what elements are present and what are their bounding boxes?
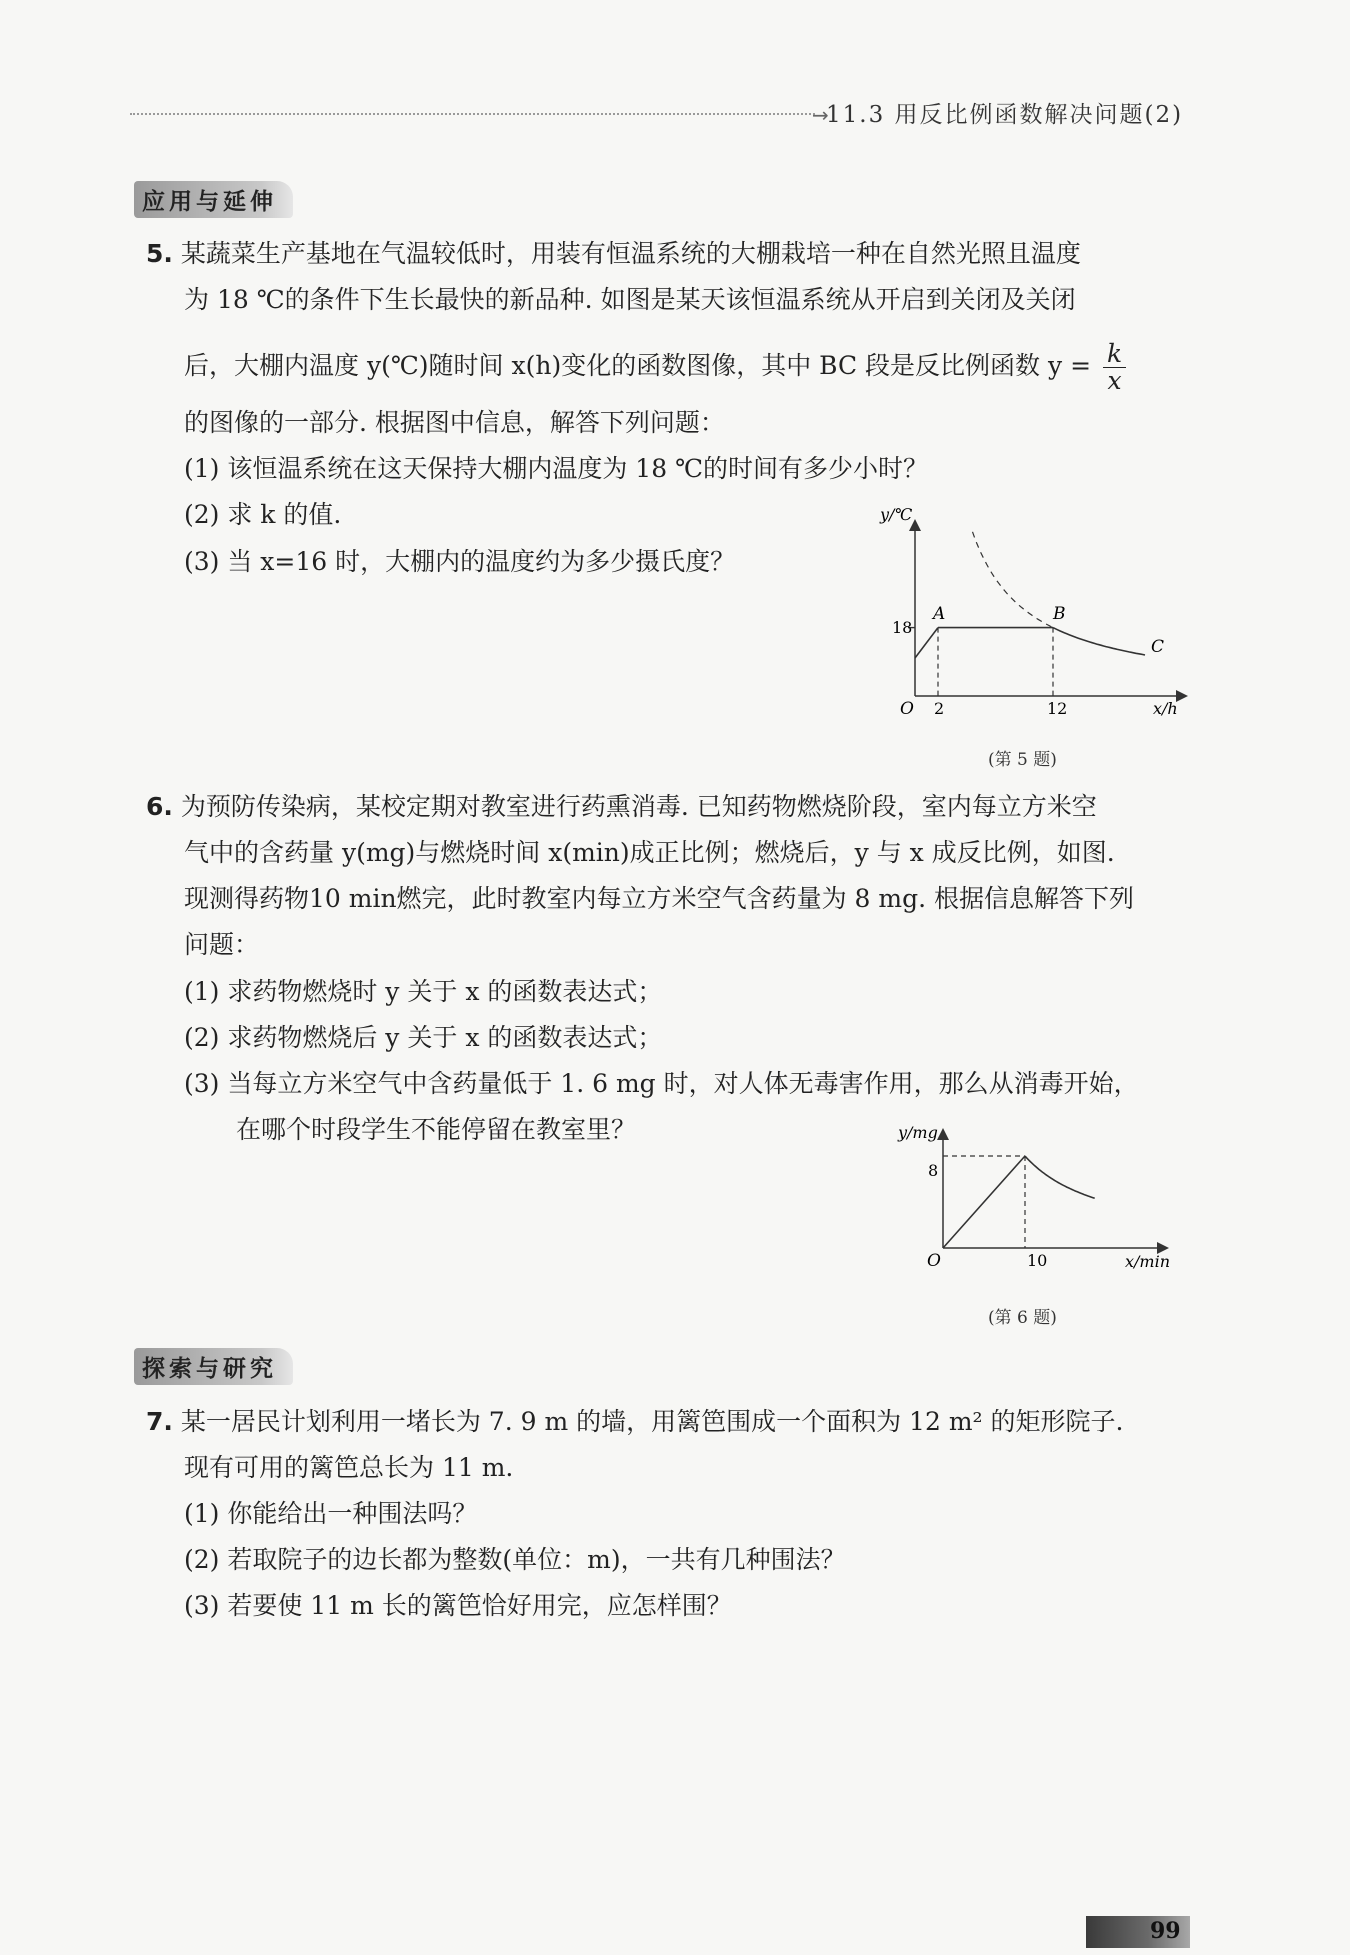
q7-sub2: (2) 若取院子的边长都为整数(单位：m)，一共有几种围法？ [184, 1545, 846, 1574]
q5-caption: (第 5 题) [988, 750, 1057, 770]
q7-sub3: (3) 若要使 11 m 长的篱笆恰好用完，应怎样围？ [184, 1591, 732, 1620]
q5-sub2: (2) 求 k 的值. [184, 500, 342, 529]
fig5-ytick-18: 18 [892, 618, 913, 637]
header-arrow-icon: → [812, 103, 829, 127]
q5-line1 [146, 237, 1081, 271]
q5-line4: 的图像的一部分. 根据图中信息，解答下列问题： [184, 408, 725, 437]
q5-frac-num: k [1103, 341, 1126, 368]
figure-5-graph [870, 500, 1200, 730]
q7-sub1: (1) 你能给出一种围法吗？ [184, 1499, 478, 1528]
q6-line1 [146, 790, 1097, 824]
section-apply-label: 应用与延伸 [134, 181, 293, 218]
q5-frac-den: x [1107, 366, 1122, 395]
figure-6-graph [890, 1115, 1180, 1285]
fig5-x-label: x/h [1153, 699, 1178, 718]
fig5-segment-rise [915, 628, 938, 658]
q6-caption: (第 6 题) [988, 1308, 1057, 1328]
q6-sub3-cont: 在哪个时段学生不能停留在教室里？ [236, 1115, 637, 1144]
q6-sub3: (3) 当每立方米空气中含药量低于 1. 6 mg 时，对人体无毒害作用，那么从消毒开始， [184, 1069, 1139, 1098]
fig5-curve-BC [1053, 628, 1145, 655]
q6-text-1: 为预防传染病，某校定期对教室进行药熏消毒. 已知药物燃烧阶段，室内每立方米空 [180, 792, 1097, 821]
q6-line3: 现测得药物10 min燃完，此时教室内每立方米空气含药量为 8 mg. 根据信息解答下列 [184, 884, 1134, 913]
section-explore-label: 探索与研究 [134, 1348, 293, 1385]
q7-line1 [146, 1405, 1123, 1439]
page-number: 99 [1150, 1918, 1181, 1944]
q5-fraction [1103, 341, 1126, 394]
fig6-curve-decay [1025, 1156, 1095, 1198]
fig6-origin-label: O [927, 1251, 941, 1271]
q5-sub1: (1) 该恒温系统在这天保持大棚内温度为 18 ℃的时间有多少小时？ [184, 454, 929, 483]
q5-number: 5. [146, 239, 173, 268]
q5-text-3: 后，大棚内温度 y(℃)随时间 x(h)变化的函数图像，其中 BC 段是反比例函数 y = [184, 351, 1092, 380]
q6-line2: 气中的含药量 y(mg)与燃烧时间 x(min)成正比例；燃烧后，y 与 x 成反比例，如图. [184, 838, 1115, 867]
fig5-point-A: A [933, 604, 946, 624]
fig6-plot-group [943, 1156, 1095, 1248]
fig6-x-label: x/min [1125, 1252, 1171, 1271]
q5-line3 [184, 341, 1126, 394]
fig5-y-label: y/℃ [880, 505, 913, 524]
fig5-point-C: C [1151, 637, 1165, 657]
q6-sub1: (1) 求药物燃烧时 y 关于 x 的函数表达式； [184, 977, 663, 1006]
fig5-point-B: B [1053, 604, 1066, 624]
header-dotted-rule [130, 113, 815, 115]
fig5-xtick-2: 2 [934, 699, 945, 718]
chapter-title: 11.3 用反比例函数解决问题(2) [826, 102, 1184, 128]
q7-line2: 现有可用的篱笆总长为 11 m. [184, 1453, 514, 1482]
q6-sub2: (2) 求药物燃烧后 y 关于 x 的函数表达式； [184, 1023, 663, 1052]
q5-text-1: 某蔬菜生产基地在气温较低时，用装有恒温系统的大棚栽培一种在自然光照且温度 [180, 239, 1081, 268]
fig6-ytick-8: 8 [928, 1161, 939, 1180]
q6-line4: 问题： [184, 930, 260, 959]
q6-number: 6. [146, 792, 173, 821]
fig6-segment-rise [943, 1156, 1025, 1248]
fig5-origin-label: O [900, 699, 914, 719]
fig5-curve-dashed-extension [973, 532, 1054, 628]
q5-line2: 为 18 ℃的条件下生长最快的新品种. 如图是某天该恒温系统从开启到关闭及关闭 [184, 285, 1076, 314]
q7-number: 7. [146, 1407, 173, 1436]
fig5-xtick-12: 12 [1047, 699, 1068, 718]
fig6-y-label: y/mg [898, 1123, 938, 1142]
q5-sub3: (3) 当 x=16 时，大棚内的温度约为多少摄氏度？ [184, 547, 736, 576]
fig6-xtick-10: 10 [1027, 1251, 1048, 1270]
q7-text-1: 某一居民计划利用一堵长为 7. 9 m 的墙，用篱笆围成一个面积为 12 m² 的矩形院子. [180, 1407, 1124, 1436]
